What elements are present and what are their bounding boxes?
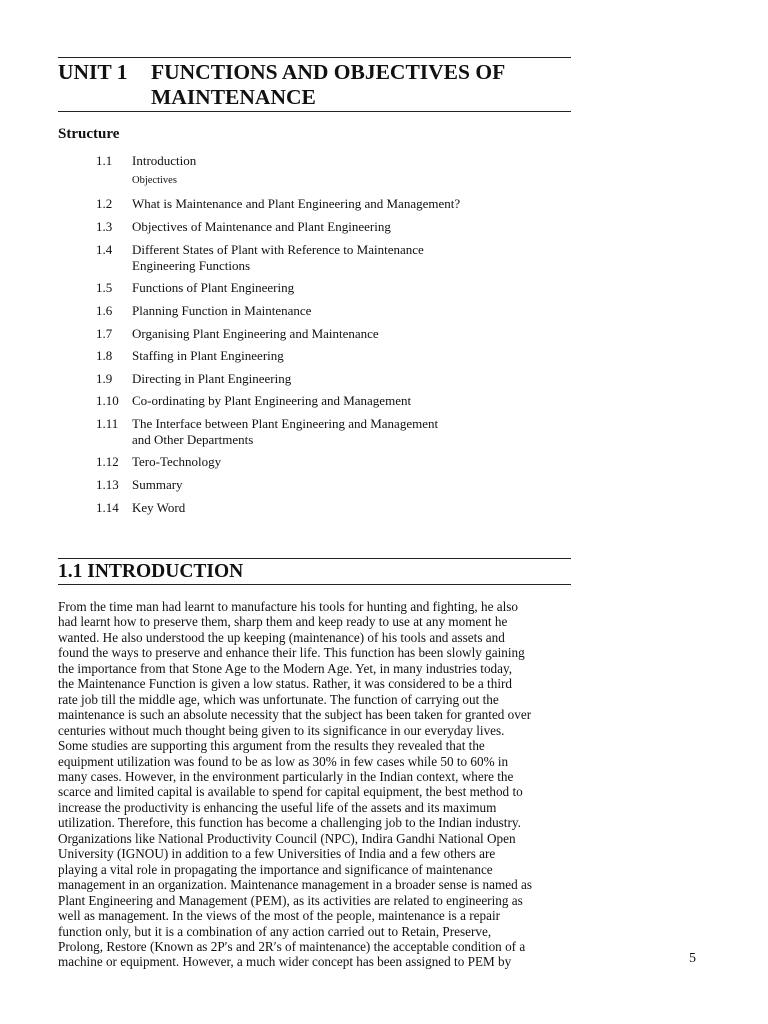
toc-subitem-objectives: Objectives [132,175,177,186]
toc-item-number: 1.12 [96,454,119,469]
toc-item-label: Planning Function in Maintenance [132,303,312,318]
toc-item-number: 1.11 [96,416,119,431]
toc-item-number: 1.10 [96,393,119,408]
section-top-rule [58,558,571,559]
toc-item-number: 1.7 [96,326,113,341]
intro-paragraph: From the time man had learnt to manufacture his tools for hunting and fighting, he also had learnt how to preserve them, sharp them and keep ready to use at any moment he wanted. He also understood the up keeping (maintenance) of his tools and assets and found the ways to preserve and enhance their life. This function has been slowly gaining the importance from that Stone Age to the Modern Age. Yet, in many industries today, the Maintenance Function is given a low status. Rather, it was considered to be a third rate job till the middle age, which was unfortunate. The function of carrying out the maintenance is such an absolute necessity that the subject has been taken for granted over centuries without much thought being given to its significance in our everyday lives. Some studies are supporting this argument from the results they revealed that the equipment utilization was found to be as low as 30% in few cases while 50 to 60% in many cases. However, in the environment particularly in the Indian context, where the scarce and limited capital is available to spend for capital equipment, the best method to increase the productivity is enhancing the useful life of the assets and its maximum utilization. Therefore, this function has become a challenging job to the Indian industry. Organizations like National Productivity Council (NPC), Indira Gandhi National Open University (IGNOU) in addition to a few Universities of India and a few others are playing a vital role in propagating the importance and significance of maintenance management in an organization. Maintenance management in a broader sense is named as Plant Engineering and Management (PEM), as its activities are related to engineering as well as management. In the views of the most of the people, maintenance is a repair function only, but it is a combination of any action carried out to Retain, Preserve, Prolong, Restore (Known as 2P′s and 2R′s of maintenance) the acceptable condition of a machine or equipment. However, a much wider concept has been assigned to PEM by [58,599,532,970]
toc-item-number: 1.5 [96,280,113,295]
toc-item-label: Summary [132,477,183,492]
toc-item-label: Tero-Technology [132,454,222,469]
toc-item-number: 1.4 [96,242,113,257]
toc-item-label: Functions of Plant Engineering [132,280,295,295]
toc-item-label: Objectives of Maintenance and Plant Engineering [132,219,391,234]
section-heading: 1.1 INTRODUCTION [58,561,244,582]
toc-item-number: 1.13 [96,477,119,492]
toc-item-number: 1.6 [96,303,113,318]
toc-item-label: Key Word [132,500,186,515]
toc-item-label: Co-ordinating by Plant Engineering and Management [132,393,412,408]
toc-item-number: 1.9 [96,371,113,386]
toc-item-label: Introduction [132,153,197,168]
toc-item-number: 1.2 [96,196,113,211]
toc-item-label: Staffing in Plant Engineering [132,348,284,363]
section-bottom-rule [58,584,571,585]
title-bottom-rule [58,111,571,112]
toc-item-number: 1.3 [96,219,113,234]
toc-item-label: Different States of Plant with Reference to Maintenance Engineering Functions [132,242,424,273]
toc-item-label: Directing in Plant Engineering [132,371,292,386]
top-rule [58,57,571,58]
unit-number: UNIT 1 [58,60,128,84]
toc-item-label: The Interface between Plant Engineering and Management and Other Departments [132,416,439,447]
toc-item-number: 1.14 [96,500,119,515]
toc-item-number: 1.1 [96,153,113,168]
structure-heading: Structure [58,126,120,142]
toc-item-number: 1.8 [96,348,113,363]
toc-item-label: Organising Plant Engineering and Maintenance [132,326,379,341]
unit-title-text: FUNCTIONS AND OBJECTIVES OF MAINTENANCE [151,60,505,109]
toc-item-label: What is Maintenance and Plant Engineering and Management? [132,196,461,211]
page-number: 5 [689,951,696,966]
